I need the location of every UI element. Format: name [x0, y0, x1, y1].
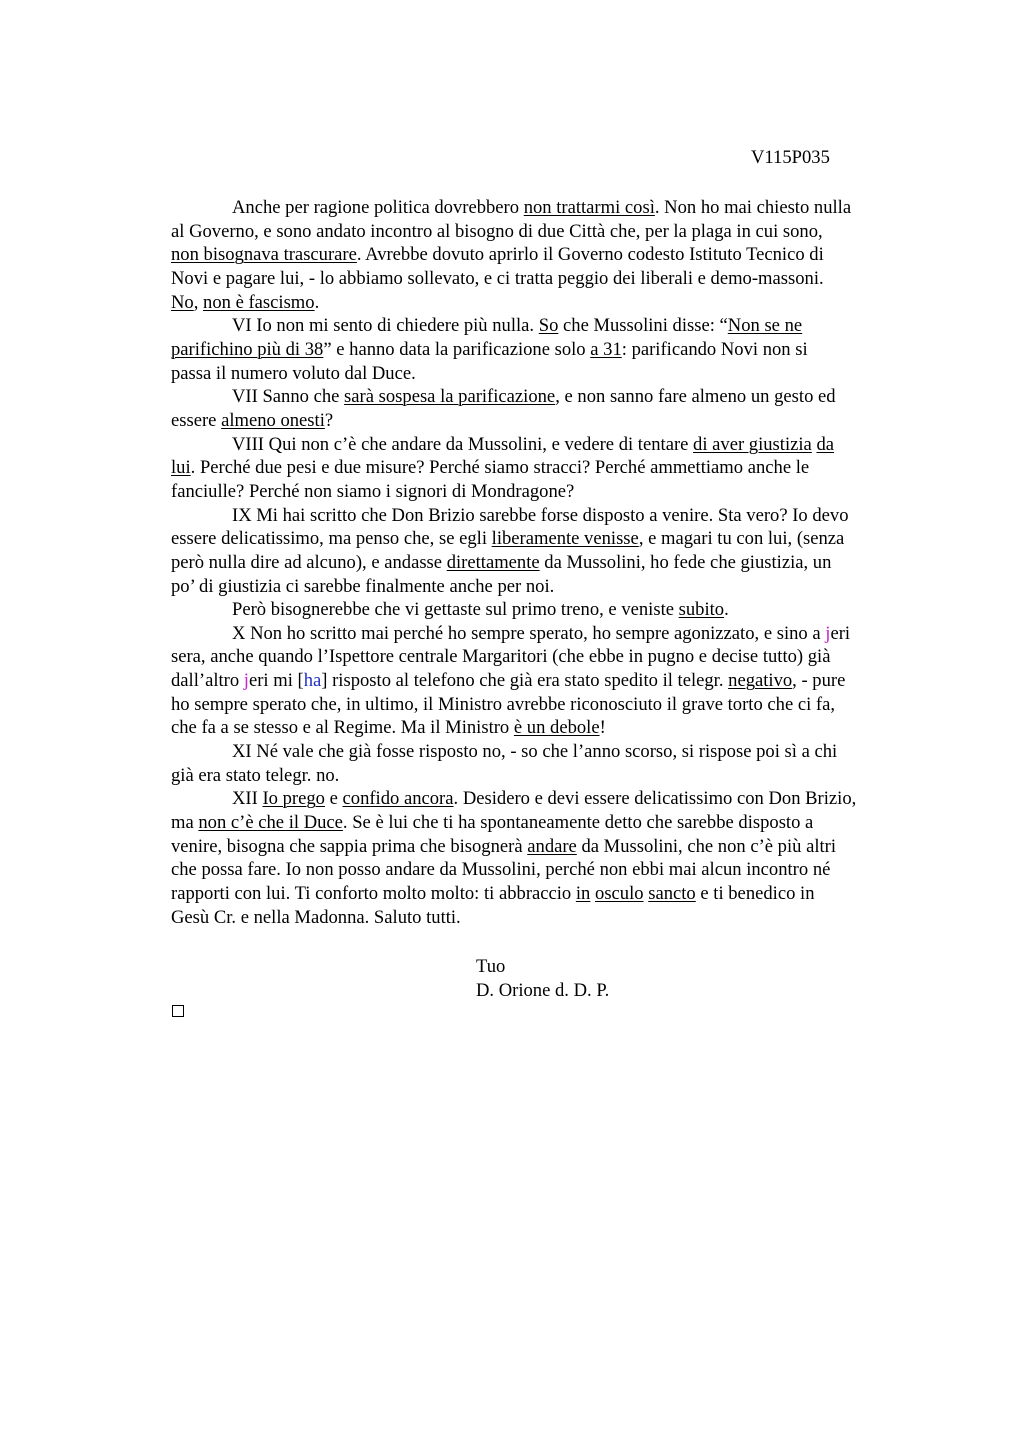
- underlined-phrase: è un debole: [513, 717, 600, 739]
- underlined-phrase: direttamente: [446, 551, 540, 573]
- letter-line: che possa fare. Io non posso andare da Mussolini, perché non ebbi mai alcun incontro né: [171, 859, 831, 881]
- editorial-mark: j: [825, 622, 831, 644]
- end-of-page-box: [172, 1005, 184, 1017]
- underlined-phrase: confido ancora: [342, 788, 454, 810]
- underlined-phrase: sarà sospesa la parificazione: [344, 386, 556, 408]
- closing-word: Tuo: [476, 956, 506, 977]
- underlined-phrase: sancto: [648, 883, 696, 905]
- signer-name: D. Orione d. D. P.: [476, 979, 610, 1001]
- letter-line: VII Sanno che sarà sospesa la parificazione, e non sanno fare almeno un gesto ed: [232, 386, 836, 408]
- underlined-phrase: subito: [678, 599, 725, 621]
- letter-line: già era stato telegr. no.: [171, 764, 340, 786]
- letter-line: XII Io prego e confido ancora. Desidero e devi essere delicatissimo con Don Brizio,: [232, 788, 857, 810]
- letter-line: Gesù Cr. e nella Madonna. Saluto tutti.: [171, 906, 461, 928]
- letter-line: X Non ho scritto mai perché ho sempre sperato, ho sempre agonizzato, e sino a jeri: [232, 622, 851, 644]
- underlined-phrase: parifichino più di 38: [171, 338, 324, 360]
- letter-line: sera, anche quando l’Ispettore centrale Margaritori (che ebbe in pugno e decise tutto) già: [171, 646, 831, 668]
- signature-block: [476, 955, 609, 1002]
- underlined-phrase: So: [538, 315, 559, 337]
- underlined-phrase: osculo: [595, 883, 644, 905]
- editorial-mark: j: [243, 670, 249, 692]
- letter-line: VI Io non mi sento di chiedere più nulla. So che Mussolini disse: “Non se ne: [232, 315, 803, 337]
- letter-line: dall’altro jeri mi [ha] risposto al telefono che già era stato spedito il telegr. negativo, - pure: [171, 670, 846, 692]
- underlined-phrase: lui: [171, 457, 191, 479]
- letter-line: ma non c’è che il Duce. Se è lui che ti ha spontaneamente detto che sarebbe disposto a: [171, 812, 814, 834]
- underlined-phrase: liberamente venisse: [491, 528, 639, 550]
- underlined-phrase: a 31: [590, 338, 622, 360]
- letter-line: venire, bisogna che sappia prima che bisognerà andare da Mussolini, che non c’è più altri: [171, 835, 837, 857]
- letter-body: [171, 196, 933, 929]
- underlined-phrase: non bisognava trascurare: [171, 244, 357, 266]
- underlined-phrase: almeno onesti: [221, 409, 325, 431]
- underlined-phrase: Non se ne: [727, 315, 803, 337]
- letter-line: che fa a se stesso e al Regime. Ma il Ministro è un debole!: [171, 717, 606, 739]
- letter-line: passa il numero voluto dal Duce.: [171, 362, 416, 384]
- letter-line: IX Mi hai scritto che Don Brizio sarebbe forse disposto a venire. Sta vero? Io devo: [232, 504, 849, 526]
- underlined-phrase: non trattarmi così: [523, 197, 655, 218]
- underlined-phrase: Io prego: [262, 788, 325, 810]
- underlined-phrase: da: [816, 433, 835, 455]
- page-reference-code: V115P035: [751, 147, 830, 168]
- letter-line: al Governo, e sono andato incontro al bisogno di due Città che, per la plaga in cui sono,: [171, 220, 823, 242]
- letter-line: non bisognava trascurare. Avrebbe dovuto aprirlo il Governo codesto Istituto Tecnico di: [171, 244, 824, 266]
- underlined-phrase: di aver giustizia: [693, 433, 812, 455]
- underlined-phrase: non c’è che il Duce: [198, 812, 343, 834]
- underlined-phrase: non è fascismo: [203, 291, 315, 313]
- letter-line: Anche per ragione politica dovrebbero non trattarmi così. Non ho mai chiesto nulla: [232, 197, 852, 218]
- letter-line: ho sempre sperato che, in ultimo, il Ministro avrebbe riconosciuto il grave torto che ci fa,: [171, 693, 836, 715]
- letter-line: parifichino più di 38” e hanno data la parificazione solo a 31: parificando Novi non si: [171, 338, 808, 360]
- editorial-insertion: ha: [303, 670, 322, 692]
- letter-line: XI Né vale che già fosse risposto no, - so che l’anno scorso, si rispose poi sì a chi: [232, 741, 838, 763]
- letter-line: VIII Qui non c’è che andare da Mussolini, e vedere di tentare di aver giustizia da: [232, 433, 835, 455]
- letter-line: Però bisognerebbe che vi gettaste sul primo treno, e veniste subito.: [232, 599, 729, 621]
- letter-line: però nulla dire ad alcuno), e andasse direttamente da Mussolini, ho fede che giustizia, un: [171, 551, 832, 573]
- letter-line: Novi e pagare lui, - lo abbiamo sollevato, e ci tratta peggio dei liberali e demo-massoni.: [171, 267, 824, 289]
- letter-line: lui. Perché due pesi e due misure? Perché siamo stracci? Perché ammettiamo anche le: [171, 457, 810, 479]
- letter-line: essere almeno onesti?: [171, 409, 334, 431]
- letter-line: po’ di giustizia ci sarebbe finalmente anche per noi.: [171, 575, 555, 597]
- underlined-phrase: in: [575, 883, 591, 905]
- letter-line: fanciulle? Perché non siamo i signori di Mondragone?: [171, 480, 575, 502]
- underlined-phrase: negativo: [728, 670, 793, 692]
- letter-line: rapporti con lui. Ti conforto molto molto: ti abbraccio in osculo sancto e ti benedico in: [171, 883, 815, 905]
- underlined-phrase: No: [171, 291, 194, 313]
- letter-line: essere delicatissimo, ma penso che, se egli liberamente venisse, e magari tu con lui, (senza: [171, 528, 845, 550]
- letter-line: No, non è fascismo.: [171, 291, 320, 313]
- underlined-phrase: andare: [527, 835, 577, 857]
